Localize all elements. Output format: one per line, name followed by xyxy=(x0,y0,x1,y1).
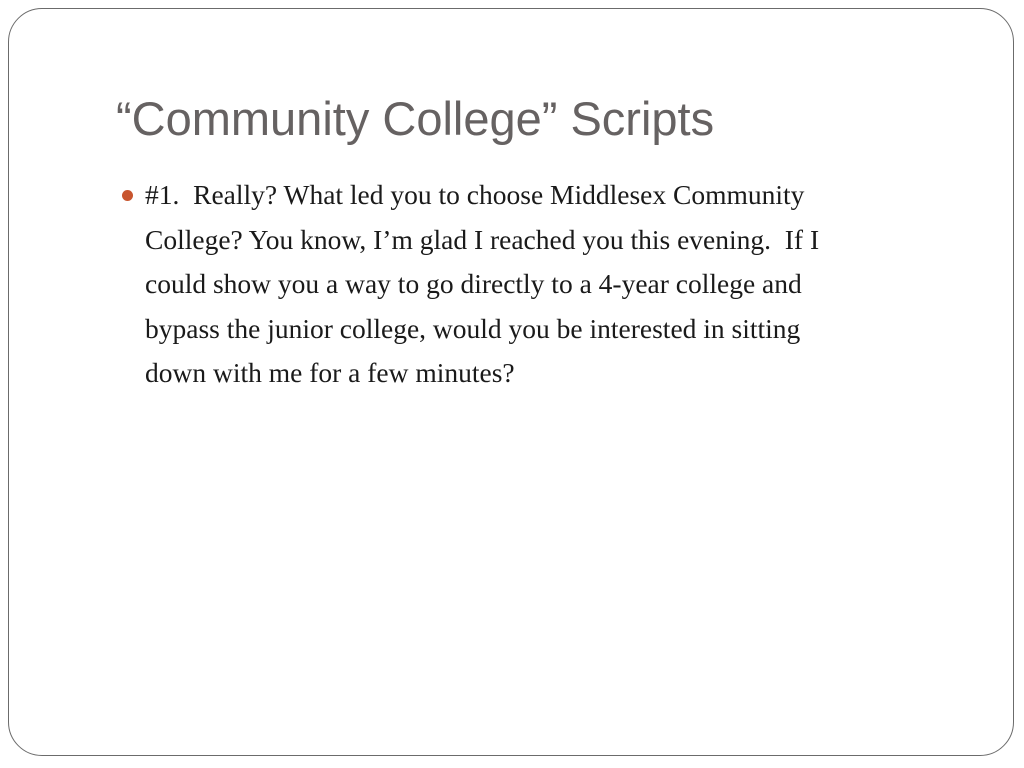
slide-title: “Community College” Scripts xyxy=(116,92,715,145)
slide-frame xyxy=(8,8,1014,756)
bullet-text-line: bypass the junior college, would you be interested in sitting xyxy=(145,312,801,344)
bullet-dot-icon xyxy=(122,190,133,201)
bullet-text-line: College? You know, I’m glad I reached you this evening. If I xyxy=(145,223,820,255)
bullet-text-line: down with me for a few minutes? xyxy=(145,357,515,388)
bullet-text-line: #1. Really? What led you to choose Middlesex Community xyxy=(145,179,805,210)
bullet-text-line: could show you a way to go directly to a 4-year college and xyxy=(145,268,802,299)
bullet-item xyxy=(121,173,961,396)
bullet-list xyxy=(121,173,961,396)
